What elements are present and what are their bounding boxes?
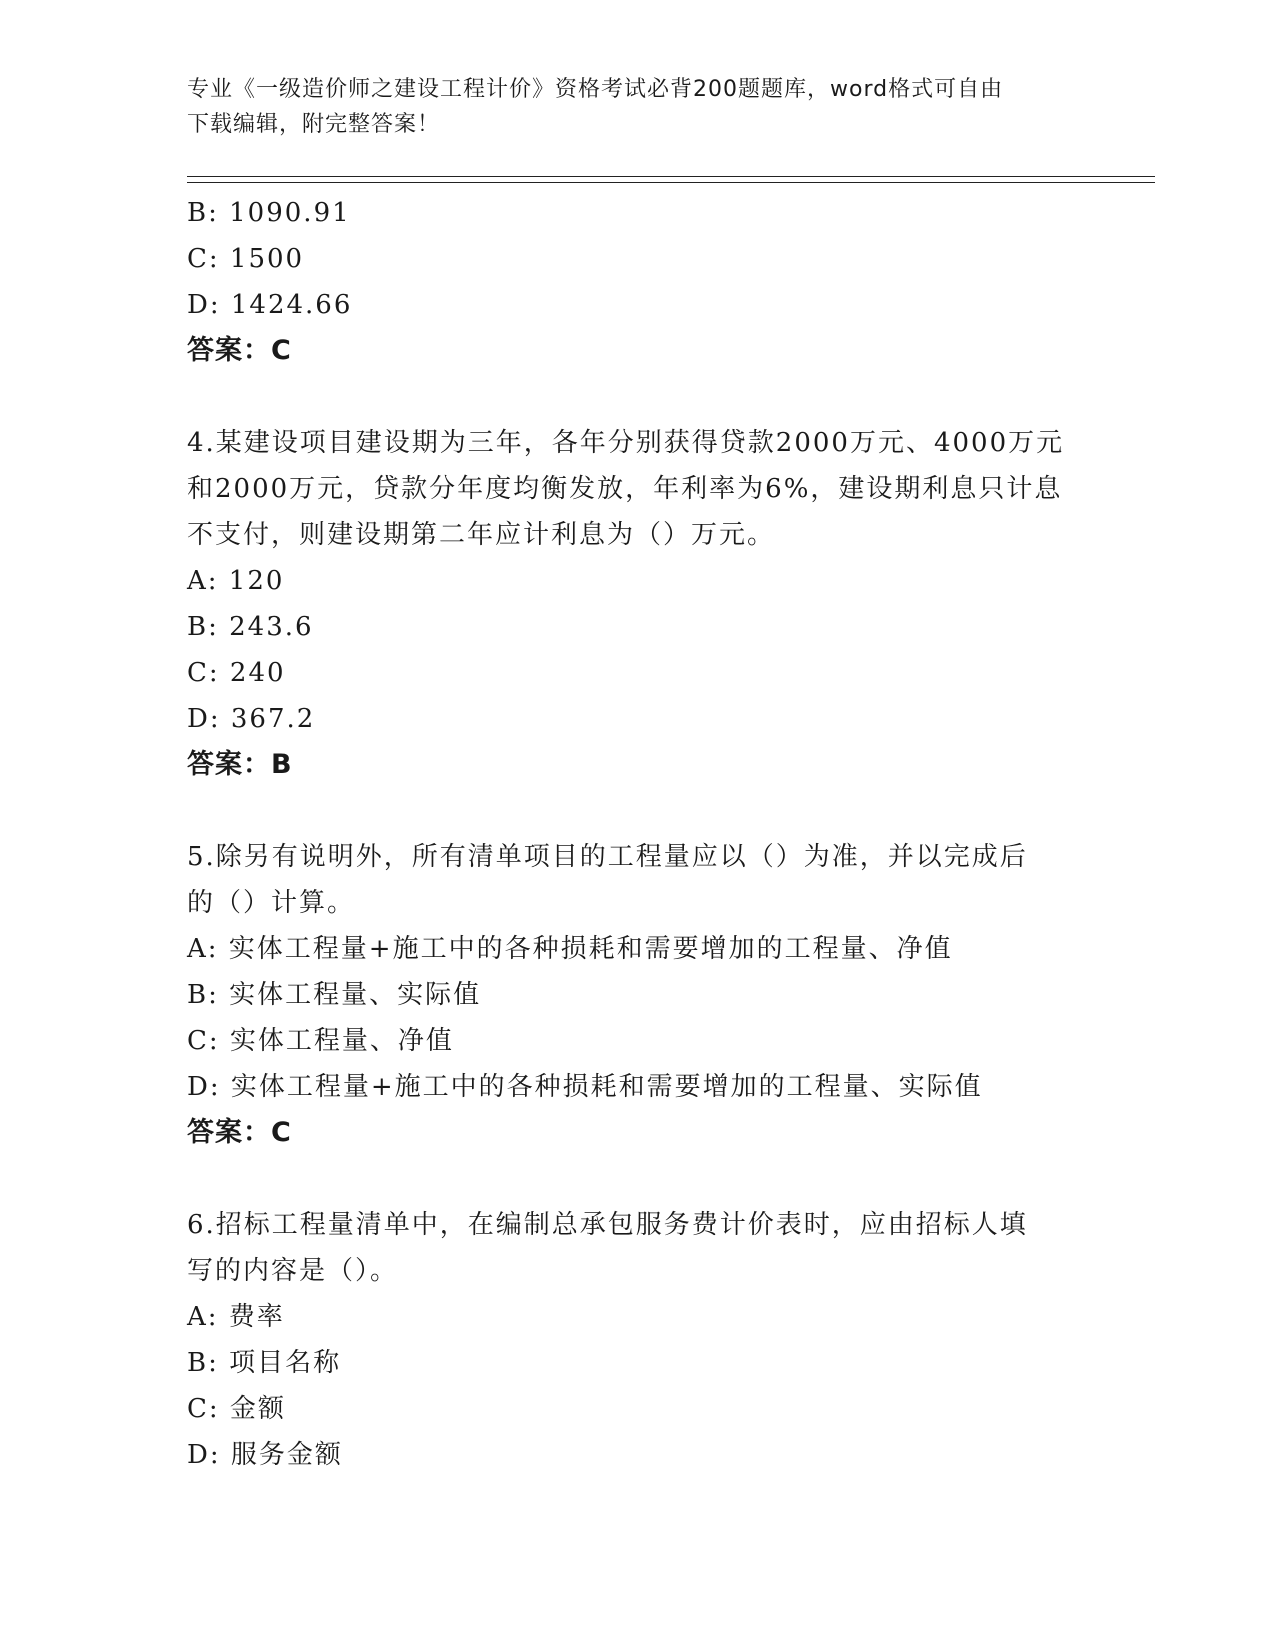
option-b: B: 项目名称 xyxy=(187,1348,342,1378)
option-c: C: 240 xyxy=(187,658,286,688)
question-3 xyxy=(187,190,1087,374)
option-a: A: 实体工程量+施工中的各种损耗和需要增加的工程量、净值 xyxy=(187,934,953,964)
question-stem: 5.除另有说明外，所有清单项目的工程量应以（）为准，并以完成后 xyxy=(187,842,1028,872)
question-4 xyxy=(187,420,1087,788)
question-list xyxy=(187,190,1087,1478)
question-5 xyxy=(187,834,1087,1156)
option-b: B: 实体工程量、实际值 xyxy=(187,980,482,1010)
option-a: A: 费率 xyxy=(187,1302,285,1332)
option-d: D: 实体工程量+施工中的各种损耗和需要增加的工程量、实际值 xyxy=(187,1072,983,1102)
question-stem: 写的内容是（）。 xyxy=(187,1256,399,1286)
option-b: B: 243.6 xyxy=(187,612,314,642)
option-a: A: 120 xyxy=(187,566,285,596)
header-line-1: 专业《一级造价师之建设工程计价》资格考试必背200题题库，word格式可自由 xyxy=(187,77,1004,102)
option-d: D: 367.2 xyxy=(187,704,316,734)
spacer xyxy=(187,1156,1087,1202)
header-line-2: 下载编辑，附完整答案！ xyxy=(187,112,441,137)
question-stem: 不支付，则建设期第二年应计利息为（）万元。 xyxy=(187,520,776,550)
option-d: D: 1424.66 xyxy=(187,290,353,320)
question-stem: 和2000万元，贷款分年度均衡发放，年利率为6%，建设期利息只计息 xyxy=(187,474,1063,504)
header-divider-bottom xyxy=(187,182,1155,183)
option-b: B: 1090.91 xyxy=(187,198,351,228)
spacer xyxy=(187,788,1087,834)
question-stem: 的（）计算。 xyxy=(187,888,356,918)
answer-label: 答案：C xyxy=(187,1117,292,1148)
option-d: D: 服务金额 xyxy=(187,1440,343,1470)
option-c: C: 1500 xyxy=(187,244,305,274)
answer-label: 答案：B xyxy=(187,749,293,780)
question-stem: 4.某建设项目建设期为三年，各年分别获得贷款2000万元、4000万元 xyxy=(187,428,1065,458)
option-c: C: 实体工程量、净值 xyxy=(187,1026,454,1056)
question-6 xyxy=(187,1202,1087,1478)
answer-label: 答案：C xyxy=(187,335,292,366)
spacer xyxy=(187,374,1087,420)
question-stem: 6.招标工程量清单中，在编制总承包服务费计价表时，应由招标人填 xyxy=(187,1210,1028,1240)
header-divider-top xyxy=(187,176,1155,177)
option-c: C: 金额 xyxy=(187,1394,286,1424)
document-header xyxy=(187,72,1087,142)
